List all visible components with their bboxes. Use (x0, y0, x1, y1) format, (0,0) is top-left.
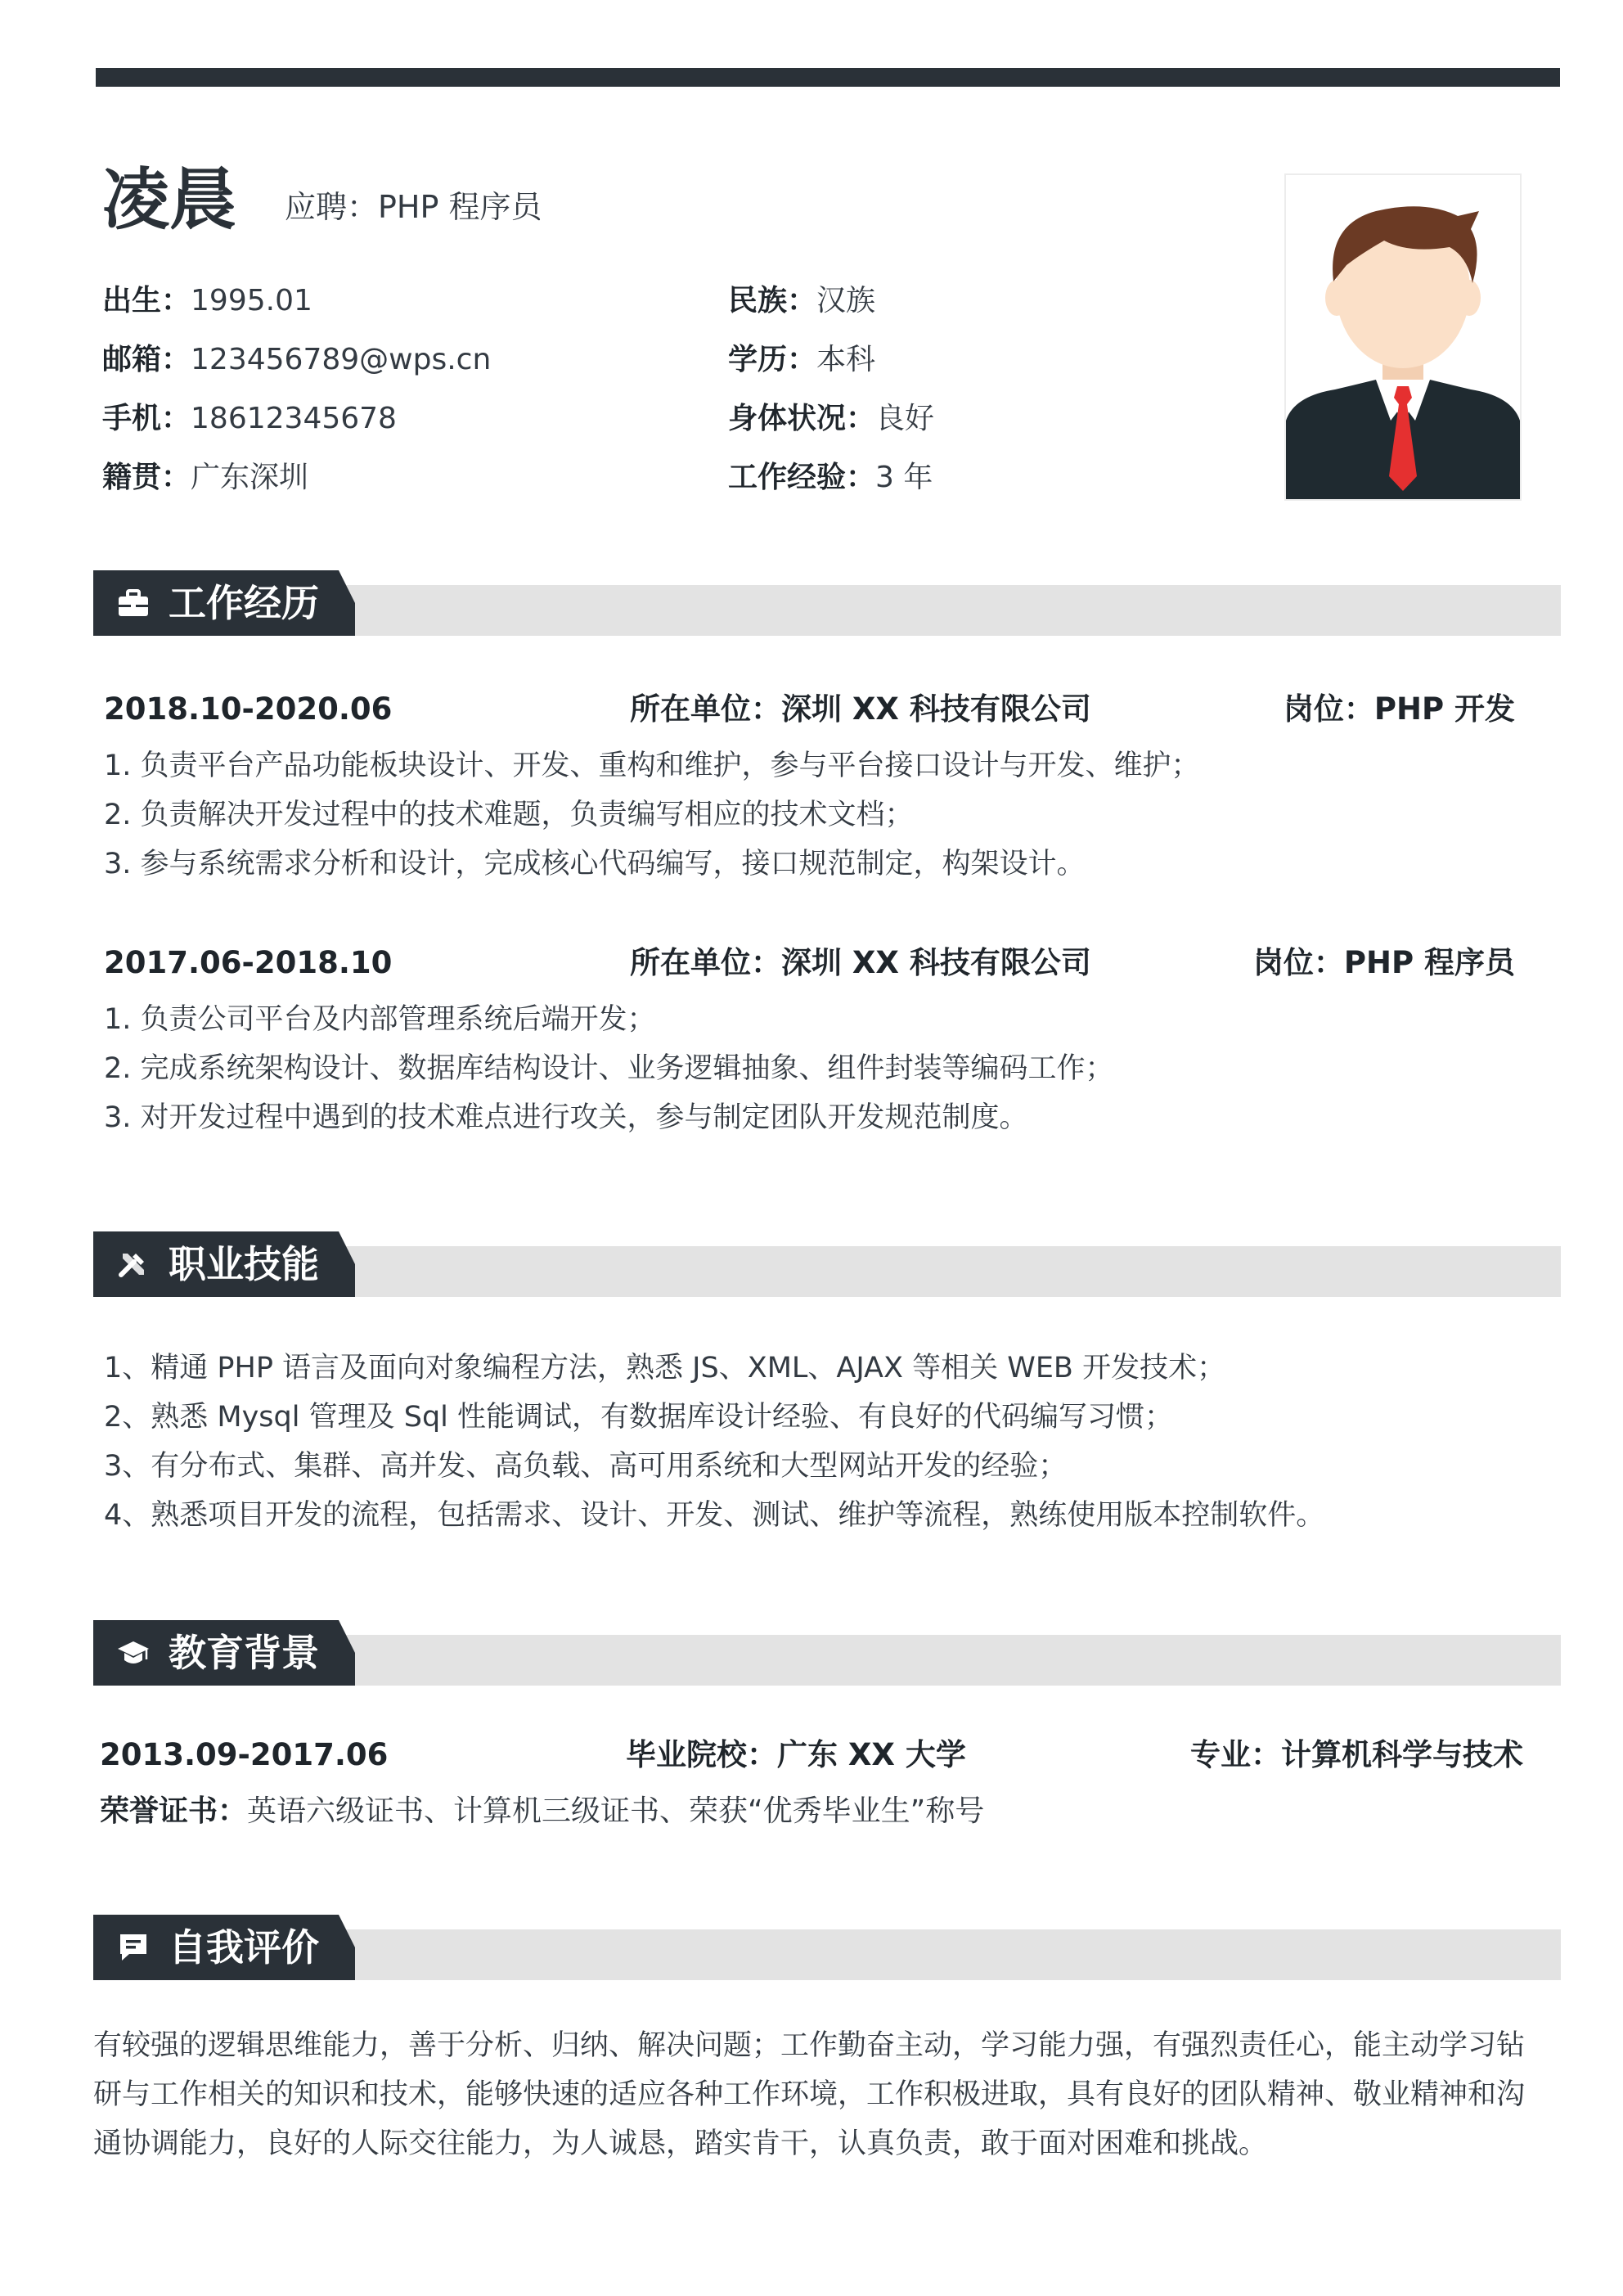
skill-3: 3、有分布式、集群、高并发、高负载、高可用系统和大型网站开发的经验； (104, 1450, 1068, 1483)
candidate-name: 凌晨 (102, 161, 237, 239)
job-1-duty-2: 2. 负责解决开发过程中的技术难题，负责编写相应的技术文档； (104, 799, 914, 831)
section-band (339, 1246, 1561, 1297)
section-title: 教育背景 (169, 1631, 319, 1675)
graduation-cap-icon (116, 1636, 151, 1670)
section-title: 职业技能 (169, 1242, 319, 1286)
skill-1: 1、精通 PHP 语言及面向对象编程方法，熟悉 JS、XML、AJAX 等相关 WEB 开发技术； (104, 1352, 1226, 1384)
job-2-duty-3: 3. 对开发过程中遇到的技术难点进行攻关，参与制定团队开发规范制度。 (104, 1101, 1028, 1134)
section-header-self (93, 1915, 1561, 1980)
section-header-skills (93, 1231, 1561, 1297)
section-band (339, 1929, 1561, 1980)
education-period: 2013.09-2017.06 (100, 1737, 389, 1772)
job-1-position: 岗位：PHP 开发 (1283, 691, 1515, 727)
job-2-period: 2017.06-2018.10 (104, 945, 393, 980)
comment-icon (116, 1930, 151, 1965)
education-honors: 荣誉证书：英语六级证书、计算机三级证书、荣获“优秀毕业生”称号 (100, 1794, 985, 1828)
section-band (339, 585, 1561, 636)
info-education: 学历：本科 (728, 343, 876, 376)
avatar-illustration (1286, 175, 1520, 499)
info-phone: 手机：18612345678 (102, 402, 397, 435)
applied-position: 应聘：PHP 程序员 (285, 189, 542, 225)
job-2-position: 岗位：PHP 程序员 (1252, 945, 1515, 980)
briefcase-icon (116, 586, 151, 620)
info-birth: 出生：1995.01 (102, 284, 312, 317)
education-school: 毕业院校：广东 XX 大学 (626, 1737, 966, 1772)
info-hometown: 籍贯：广东深圳 (102, 461, 309, 494)
top-bar (96, 68, 1560, 87)
job-1-company: 所在单位：深圳 XX 科技有限公司 (630, 691, 1091, 727)
job-2-company: 所在单位：深圳 XX 科技有限公司 (630, 945, 1091, 980)
job-1-period: 2018.10-2020.06 (104, 691, 393, 727)
skill-2: 2、熟悉 Mysql 管理及 Sql 性能调试，有数据库设计经验、有良好的代码编写习惯； (104, 1401, 1174, 1434)
info-ethnicity: 民族：汉族 (728, 284, 876, 317)
tools-icon (116, 1247, 151, 1281)
section-header-education (93, 1620, 1561, 1686)
info-experience: 工作经验：3 年 (728, 461, 933, 494)
info-email: 邮箱：123456789@wps.cn (102, 343, 492, 376)
skill-4: 4、熟悉项目开发的流程，包括需求、设计、开发、测试、维护等流程，熟练使用版本控制软件。 (104, 1499, 1325, 1532)
section-title: 自我评价 (169, 1925, 319, 1970)
job-2-duty-2: 2. 完成系统架构设计、数据库结构设计、业务逻辑抽象、组件封装等编码工作； (104, 1052, 1114, 1085)
info-health: 身体状况：良好 (728, 402, 935, 435)
job-2-duty-1: 1. 负责公司平台及内部管理系统后端开发； (104, 1003, 656, 1036)
job-1-duty-3: 3. 参与系统需求分析和设计，完成核心代码编写，接口规范制定，构架设计。 (104, 848, 1086, 880)
profile-photo (1284, 173, 1522, 501)
education-major: 专业：计算机科学与技术 (1190, 1737, 1523, 1772)
section-band (339, 1635, 1561, 1686)
section-title: 工作经历 (169, 581, 319, 625)
section-header-work (93, 570, 1561, 636)
job-1-duty-1: 1. 负责平台产品功能板块设计、开发、重构和维护，参与平台接口设计与开发、维护； (104, 750, 1200, 782)
self-evaluation-text: 有较强的逻辑思维能力，善于分析、归纳、解决问题；工作勤奋主动，学习能力强，有强烈责任心，能主动学习钻研与工作相关的知识和技术，能够快速的适应各种工作环境，工作积极进取，具有良好的团队精神、敬业精神和沟通协调能力，良好的人际交往能力，为人诚恳，踏实肯干，认真负责，敢于面对困难和挑战。 (93, 2029, 1526, 2160)
